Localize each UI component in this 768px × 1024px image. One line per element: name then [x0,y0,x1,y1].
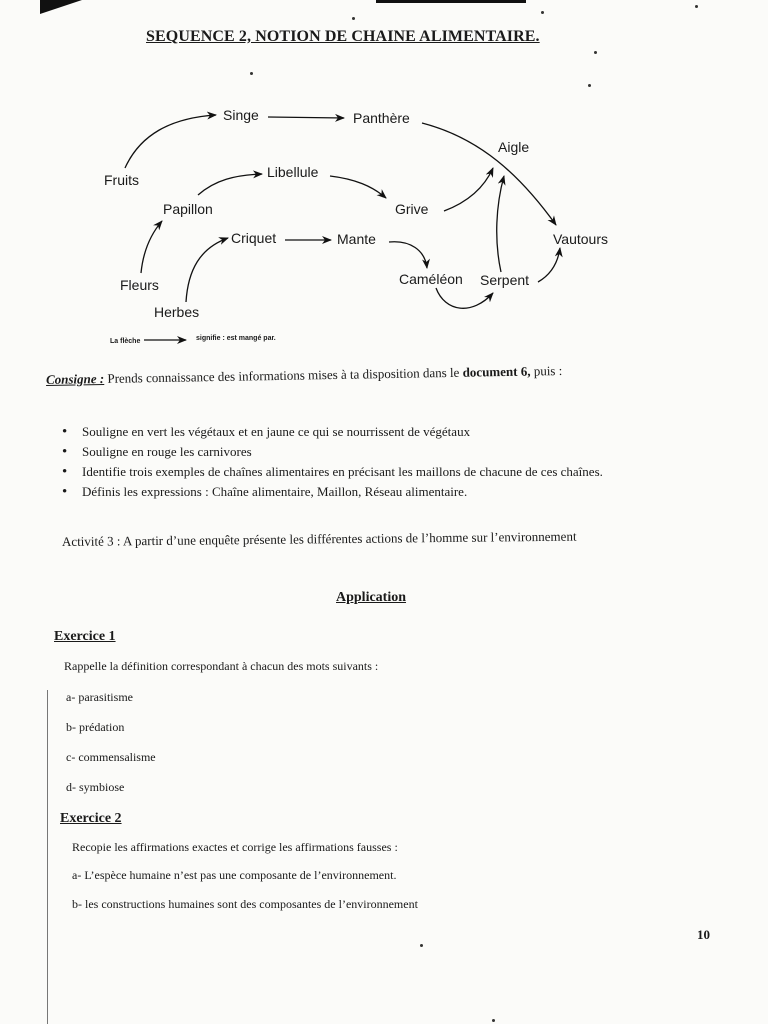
arrow-fruits-singe [125,115,216,168]
exercise-1-item: a- parasitisme [66,690,133,704]
node-aigle: Aigle [498,139,530,155]
food-web-arrows [0,90,768,360]
arrow-serpent-vautours [538,248,560,282]
bullet-icon: • [62,484,68,500]
arrow-cameleon-serpent [436,288,493,308]
arrow-herbes-criquet [186,238,228,302]
instruction-text: Définis les expressions : Chaîne alimentaire, Maillon, Réseau alimentaire. [82,484,468,499]
instruction-text: Souligne en rouge les carnivores [82,444,252,459]
exercise-1-item: d- symbiose [66,780,125,794]
exercise-2-item: a- L’espèce humaine n’est pas une composante de l’environnement. [72,868,397,882]
arrow-papillon-libellule [198,174,262,195]
food-web-diagram [0,90,768,360]
instruction-text: Souligne en vert les végétaux et en jaune ce qui se nourrissent de végétaux [82,424,471,439]
exercise-2-item: b- les constructions humaines sont des composantes de l’environnement [72,897,418,911]
application-title: Application [336,590,407,605]
consigne-text-before: Prends connaissance des informations mises à ta disposition dans le [104,364,463,386]
arrow-serpent-aigle [497,176,504,272]
list-item [62,482,603,502]
scan-corner-mark [40,0,82,14]
legend-prefix: La flèche [110,338,141,345]
consigne-text-after: puis : [530,362,563,379]
scan-speck [420,944,423,947]
node-grive: Grive [395,201,429,217]
list-item [62,462,603,482]
scan-speck [492,1019,495,1022]
node-papillon: Papillon [163,201,213,217]
node-fruits: Fruits [104,172,139,188]
instruction-text: Identifie trois exemples de chaînes alimentaires en précisant les maillons de chacune de ces chaînes. [82,464,603,479]
node-mante: Mante [337,231,376,247]
node-vautours: Vautours [553,231,608,247]
bullet-icon: • [62,444,68,460]
list-item [62,442,603,462]
legend-meaning: signifie : est mangé par. [196,335,276,342]
scan-speck [594,51,597,54]
page-number: 10 [697,927,710,942]
node-cameleon: Caméléon [399,271,463,287]
consigne-label: Consigne : [45,370,105,387]
page-title: SEQUENCE 2, NOTION DE CHAINE ALIMENTAIRE. [146,28,540,45]
list-item [62,422,603,442]
node-criquet: Criquet [231,230,277,246]
exercise-1-prompt: Rappelle la définition correspondant à chacun des mots suivants : [64,659,379,673]
exercise-1-item: b- prédation [66,720,125,734]
arrow-grive-aigle [444,168,493,211]
node-serpent: Serpent [480,272,530,288]
bullet-icon: • [62,424,68,440]
activity-3: Activité 3 : A partir d’une enquête présente les différentes actions de l’homme sur l’environnement [61,528,577,549]
scan-speck [352,17,355,20]
exercise-1-title: Exercice 1 [54,629,116,644]
scan-speck [588,84,591,87]
scan-top-line [376,0,526,3]
instruction-list [62,422,603,502]
node-panthere: Panthère [353,110,410,126]
bullet-icon: • [62,464,68,480]
arrow-mante-cameleon [389,242,427,268]
scan-speck [250,72,253,75]
consigne-document: document 6, [462,363,531,380]
exercise-1-item: c- commensalisme [66,750,156,764]
scan-speck [541,11,544,14]
node-singe: Singe [223,107,259,123]
arrow-panthere-vautours [422,123,556,225]
consigne-line [46,363,563,388]
node-herbes: Herbes [154,304,200,320]
arrow-libellule-grive [330,176,386,198]
exercise-2-prompt: Recopie les affirmations exactes et corrige les affirmations fausses : [72,840,398,854]
exercise-2-title: Exercice 2 [60,811,122,826]
margin-line [47,690,48,1024]
scan-speck [695,5,698,8]
node-fleurs: Fleurs [120,277,159,293]
arrow-singe-panthere [268,117,344,118]
node-libellule: Libellule [267,164,319,180]
arrow-fleurs-papillon [141,221,162,273]
